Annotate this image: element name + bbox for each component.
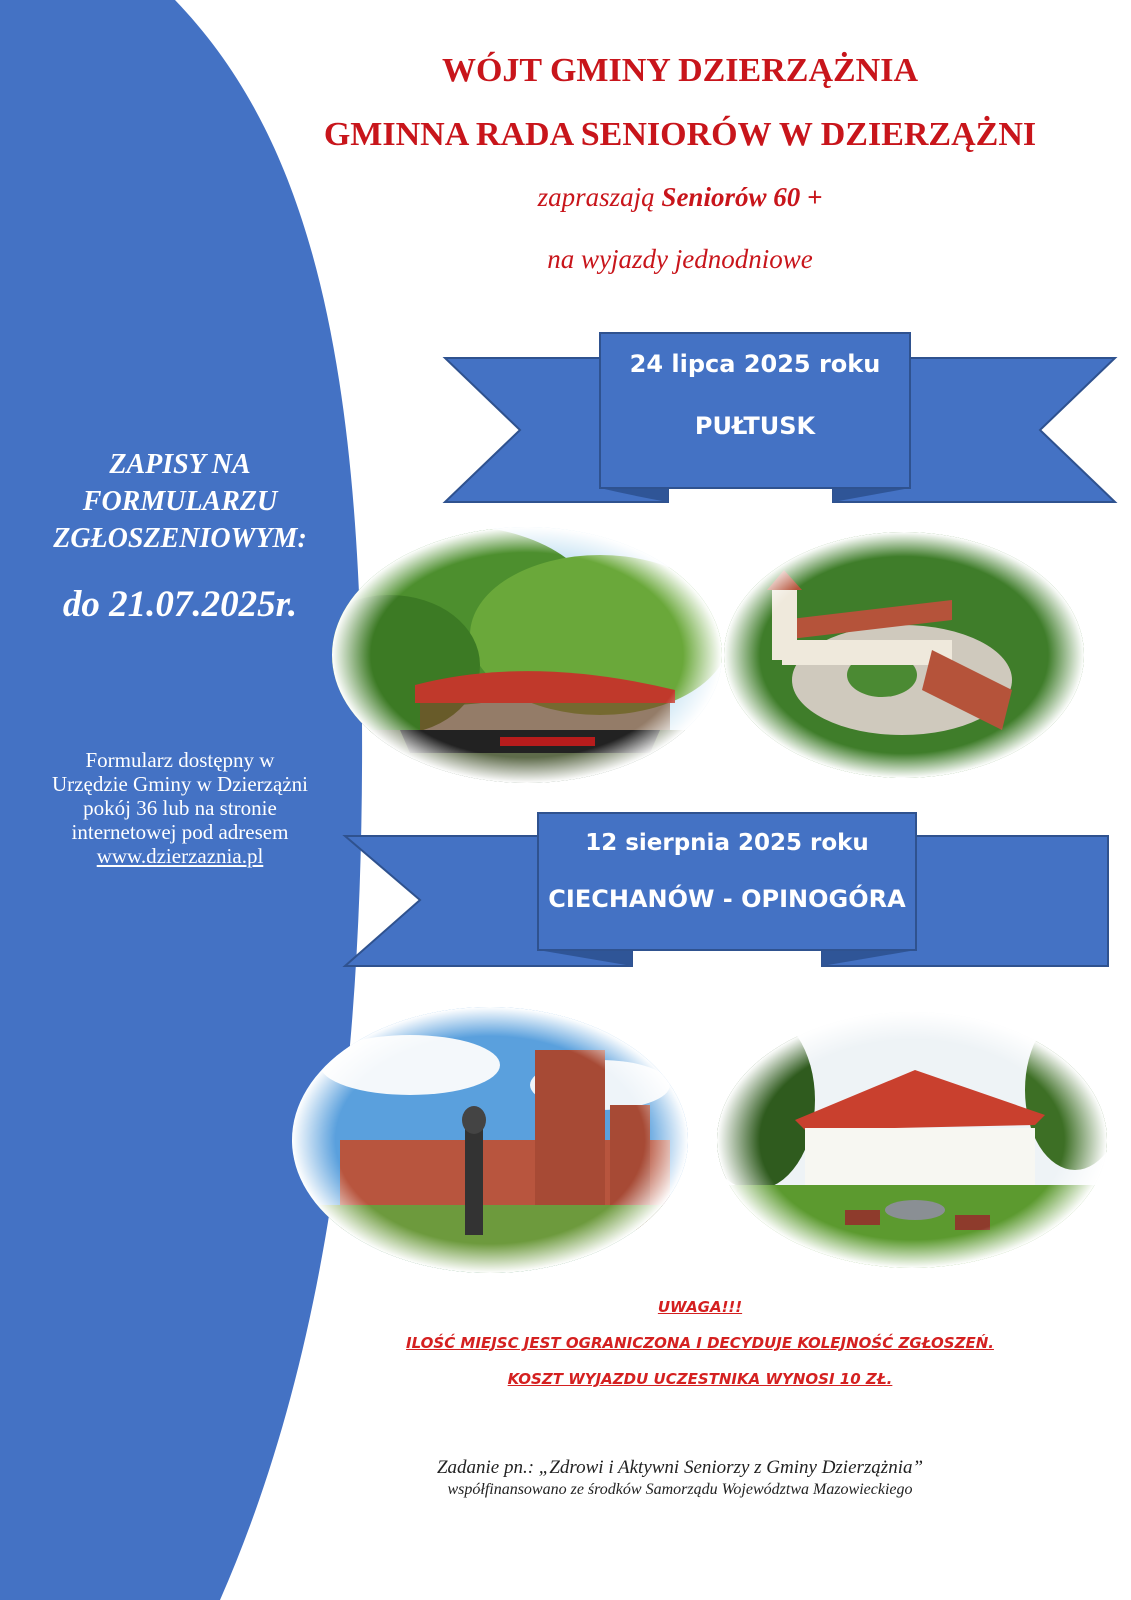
trip-1-place: PUŁTUSK [694, 412, 816, 440]
trip-2-date: 12 sierpnia 2025 roku [585, 830, 869, 856]
manor-house-photo [715, 1010, 1110, 1270]
signup-line-3: ZGŁOSZENIOWYM: [53, 523, 307, 554]
castle-aerial-photo [722, 530, 1087, 780]
form-info-line-3: pokój 36 lub na stronie [83, 796, 277, 820]
footer-line-1: Zadanie pn.: „Zdrowi i Aktywni Seniorzy z Gminy Dzierzążnia” [436, 1457, 924, 1478]
boat-on-river-photo [330, 525, 725, 785]
footer-line-2: współfinansowano ze środków Samorządu Województwa Mazowieckiego [447, 1481, 913, 1498]
trip-2-place: CIECHANÓW - OPINOGÓRA [548, 885, 906, 913]
signup-line-1: ZAPISY NA [109, 449, 251, 480]
notice-line-1: ILOŚĆ MIEJSC JEST OGRANICZONA I DECYDUJE KOLEJNOŚĆ ZGŁOSZEŃ. [406, 1334, 994, 1352]
form-info-line-1: Formularz dostępny w [85, 748, 275, 772]
signup-heading [0, 446, 360, 557]
invite-seniors: Seniorów 60 + [661, 182, 823, 212]
form-info-line-2: Urzędzie Gminy w Dzierzążni [52, 772, 308, 796]
title-line-1: WÓJT GMINY DZIERZĄŻNIA [441, 52, 919, 89]
notice-title: UWAGA!!! [657, 1298, 743, 1316]
invite-prefix: zapraszają [537, 182, 662, 212]
form-info-line-4: internetowej pod adresem [71, 820, 289, 844]
signup-line-2: FORMULARZU [82, 486, 278, 517]
website-link[interactable]: www.dzierzaznia.pl [96, 844, 264, 868]
signup-deadline: do 21.07.2025r. [62, 584, 298, 625]
red-brick-castle-photo [290, 1005, 690, 1275]
notice-line-2: KOSZT WYJAZDU UCZESTNIKA WYNOSI 10 ZŁ. [507, 1370, 893, 1388]
title-line-2: GMINNA RADA SENIORÓW W DZIERZĄŻNI [323, 116, 1037, 153]
trip-1-date: 24 lipca 2025 roku [629, 350, 881, 378]
form-info [0, 748, 360, 868]
invite-line-2: na wyjazdy jednodniowe [547, 244, 813, 274]
